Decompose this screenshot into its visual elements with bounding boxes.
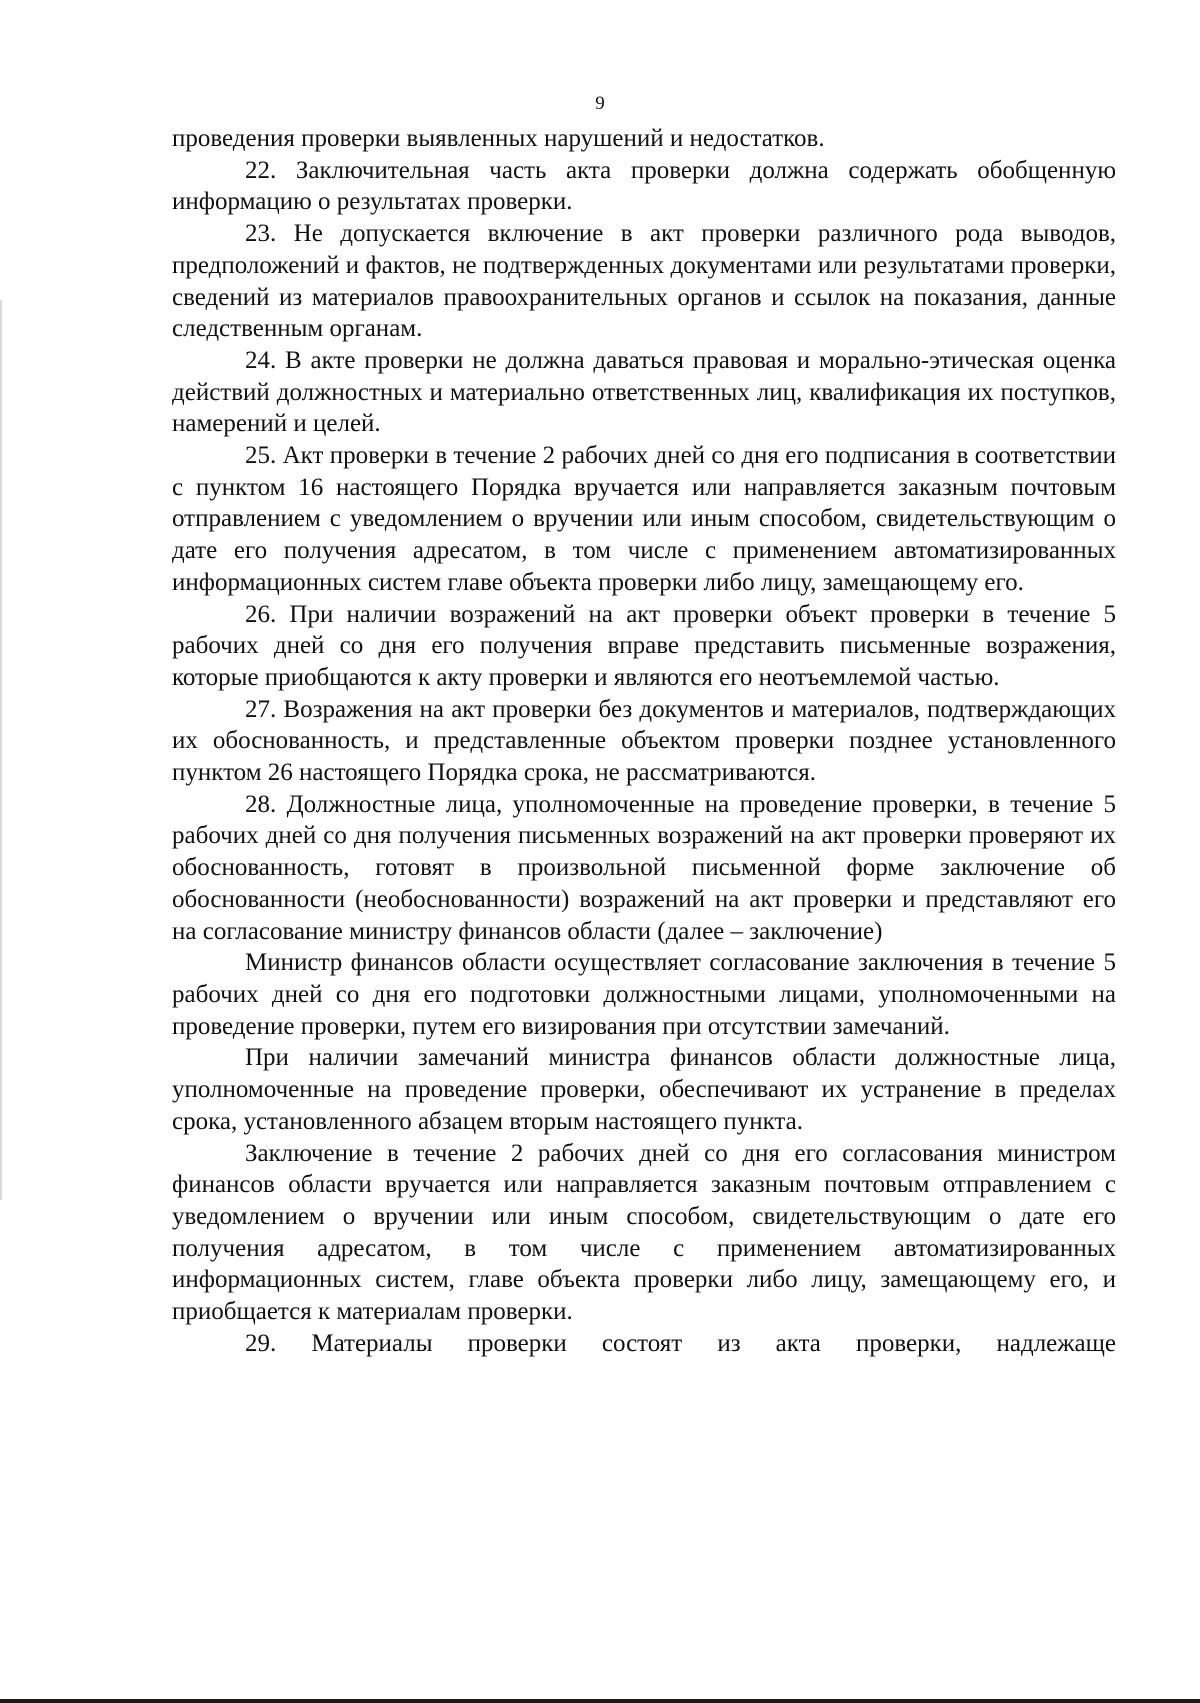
- paragraph-25: 25. Акт проверки в течение 2 рабочих дней со дня его подписания в соответствии с пунктом 16 настоящего Порядка вручается или направляется заказным почтовым отправлением с уведомлением о вручении или иным способом, свидетельствующим о дате его получения адресатом, в том числе с применением автоматизированных информационных систем главе объекта проверки либо лицу, замещающему его.: [172, 442, 1116, 596]
- document-body: [172, 123, 1116, 1359]
- paragraph-26: 26. При наличии возражений на акт проверки объект проверки в течение 5 рабочих дней со дня его получения вправе представить письменные возражения, которые приобщаются к акту проверки и являются его неотъемлемой частью.: [172, 600, 1116, 691]
- paragraph-28-delivery: Заключение в течение 2 рабочих дней со дня его согласования министром финансов области вручается или направляется заказным почтовым отправлением с уведомлением о вручении или иным способом, свидетельствующим о дате его получения адресатом, в том числе с применением автоматизированных информационных систем, главе объекта проверки либо лицу, замещающему его, и приобщается к материалам проверки.: [172, 1139, 1116, 1326]
- paragraph-22: 22. Заключительная часть акта проверки должна содержать обобщенную информацию о результатах проверки.: [172, 156, 1116, 216]
- paragraph-23: 23. Не допускается включение в акт проверки различного рода выводов, предположений и фактов, не подтвержденных документами или результатами проверки, сведений из материалов правоохранительных органов и ссылок на показания, данные следственным органам.: [172, 220, 1116, 343]
- scan-edge-left: [0, 300, 2, 1200]
- paragraph-28-minister-approval: Министр финансов области осуществляет согласование заключения в течение 5 рабочих дней со дня его подготовки должностными лицами, уполномоченными на проведение проверки, путем его визирования при отсутствии замечаний.: [172, 949, 1116, 1040]
- paragraph-24: 24. В акте проверки не должна даваться правовая и морально-этическая оценка действий должностных и материально ответственных лиц, квалификация их поступков, намерений и целей.: [172, 346, 1116, 438]
- page-number: 9: [595, 93, 605, 114]
- paragraph-27: 27. Возражения на акт проверки без документов и материалов, подтверждающих их обоснованность, и представленные объектом проверки позднее установленного пунктом 26 настоящего Порядка срока, не рассматриваются.: [172, 695, 1116, 787]
- paragraph-continuation: проведения проверки выявленных нарушений и недостатков.: [172, 125, 825, 152]
- scan-edge-bottom: [0, 1699, 1200, 1703]
- paragraph-29: 29. Материалы проверки состоят из акта проверки, надлежаще: [245, 1329, 1116, 1357]
- paragraph-28: 28. Должностные лица, уполномоченные на проведение проверки, в течение 5 рабочих дней со дня получения письменных возражений на акт проверки проверяют их обоснованность, готовят в произвольной письменной форме заключение об обоснованности (необоснованности) возражений на акт проверки и представляют его на согласование министру финансов области (далее – заключение): [172, 790, 1116, 945]
- paragraph-28-remarks: При наличии замечаний министра финансов области должностные лица, уполномоченные на проведение проверки, обеспечивают их устранение в пределах срока, установленного абзацем вторым настоящего пункта.: [172, 1044, 1116, 1135]
